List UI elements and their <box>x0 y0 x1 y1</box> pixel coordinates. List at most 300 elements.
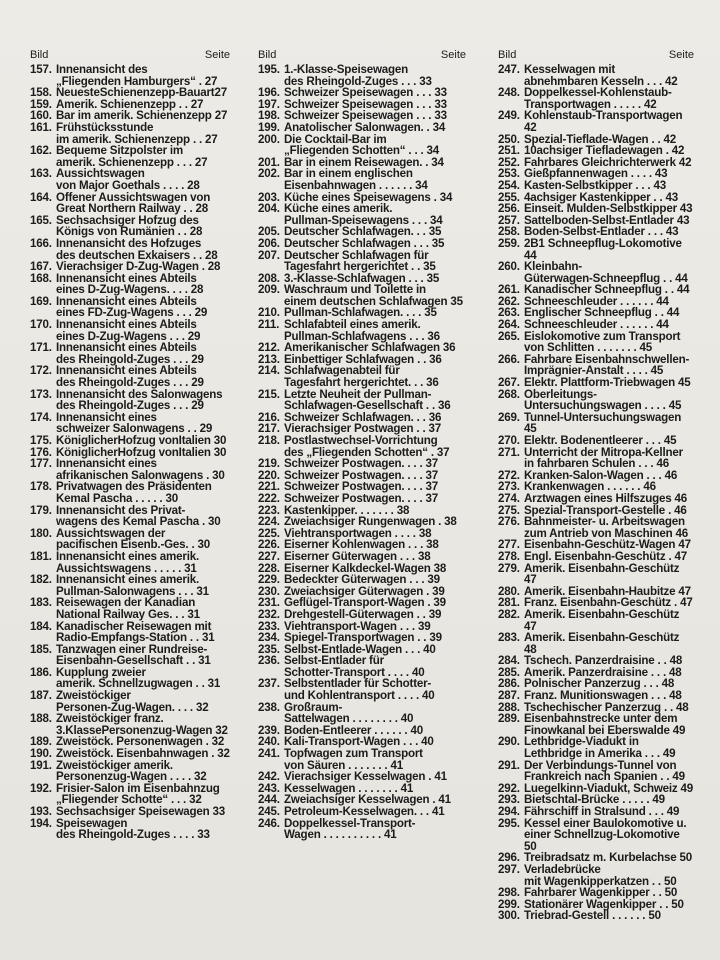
entry-number: 191. <box>30 758 52 772</box>
entry-number: 171. <box>30 341 52 355</box>
entry-number: 248. <box>498 86 520 100</box>
entry-number: 207. <box>258 248 280 262</box>
entry-number: 199. <box>258 120 280 134</box>
entry-text: Gießpfannenwagen . . . . 43 <box>524 167 668 181</box>
entry-number: 210. <box>258 306 280 320</box>
entry-text: Kesselwagen . . . . . . . 41 <box>284 781 414 795</box>
index-entry <box>498 551 694 563</box>
index-column-2 <box>258 48 466 841</box>
entry-number: 161. <box>30 120 52 134</box>
index-entry <box>498 389 694 412</box>
entry-text: Schweizer Schlafwagen. . . 36 <box>284 410 442 424</box>
entry-number: 276. <box>498 515 520 529</box>
entry-text: 10achsiger Tiefladewagen . 42 <box>524 144 685 158</box>
index-entry <box>498 261 694 284</box>
entry-text: Bar im amerik. Schienenzepp 27 <box>56 109 228 123</box>
entry-number: 291. <box>498 758 520 772</box>
index-entry <box>30 192 230 215</box>
index-entry <box>30 760 230 783</box>
index-entry <box>258 818 466 841</box>
index-entry <box>258 134 466 157</box>
index-entry <box>30 713 230 736</box>
entry-number: 179. <box>30 503 52 517</box>
index-entry <box>258 702 466 725</box>
entry-number: 266. <box>498 352 520 366</box>
entry-text: Zweistöckiger Personen-Zug-Wagen. . . . 32 <box>56 689 209 714</box>
entry-text: Amerik. Schienenzepp . . 27 <box>56 97 204 111</box>
index-entry <box>258 632 466 644</box>
index-entry <box>258 238 466 250</box>
entry-number: 226. <box>258 538 280 552</box>
index-entry <box>258 655 466 678</box>
entry-text: Aussichtswagen der pacifischen Eisenb.-Ges. . 30 <box>56 526 210 552</box>
entry-text: Fahrbarer Wagenkipper . . 50 <box>524 886 678 900</box>
index-column-1 <box>30 48 230 841</box>
entry-number: 230. <box>258 584 280 598</box>
index-entry <box>30 505 230 528</box>
entry-text: Amerik. Panzerdraisine . . . 48 <box>524 665 682 679</box>
index-entry <box>498 690 694 702</box>
entry-text: Zweistöckiger franz. 3.KlassePersonenzug-Wagen 32 <box>56 712 228 737</box>
entry-text: NeuesteSchienenzepp-Bauart27 <box>56 86 227 100</box>
entry-number: 214. <box>258 364 280 378</box>
entry-text: Elektr. Plattform-Triebwagen 45 <box>524 376 691 390</box>
entry-text: Sechsachsiger Hofzug des Königs von Rumänien . . 28 <box>56 213 203 239</box>
index-entry <box>498 818 694 853</box>
entry-text: Kasten-Selbstkipper . . . 43 <box>524 178 666 192</box>
entry-text: Kali-Transport-Wagen . . . 40 <box>284 735 434 749</box>
index-entry <box>258 319 466 342</box>
entry-text: Treibradsatz m. Kurbelachse 50 <box>524 851 692 865</box>
index-entry <box>258 806 466 818</box>
index-entry <box>30 574 230 597</box>
entry-number: 234. <box>258 631 280 645</box>
index-entry <box>30 319 230 342</box>
header-seite: Seite <box>440 49 466 61</box>
entry-number: 169. <box>30 294 52 308</box>
entry-text: Schweizer Postwagen. . . . 37 <box>284 468 438 482</box>
entry-number: 279. <box>498 561 520 575</box>
entry-number: 294. <box>498 805 520 818</box>
index-entry <box>258 203 466 226</box>
index-entry <box>498 203 694 215</box>
index-entry <box>258 678 466 701</box>
entry-number: 218. <box>258 434 280 447</box>
entry-text: Spezial-Transport-Gestelle . 46 <box>524 503 687 517</box>
entry-text: Amerik. Eisenbahn-Geschütz 47 <box>524 607 680 633</box>
entry-number: 222. <box>258 491 280 505</box>
index-entry <box>30 389 230 412</box>
index-entry <box>258 609 466 621</box>
entry-number: 208. <box>258 271 280 285</box>
entry-text: Innenansicht eines amerik. Pullman-Salonwagens . . . 31 <box>56 573 209 598</box>
entry-number: 229. <box>258 573 280 587</box>
index-entry <box>30 238 230 261</box>
index-entry <box>30 296 230 319</box>
entry-text: Fahrbares Gleichrichterwerk 42 <box>524 155 692 169</box>
entry-text: Selbst-Entlade-Wagen . . . 40 <box>284 642 436 656</box>
entry-number: 203. <box>258 190 280 204</box>
entry-number: 186. <box>30 665 52 679</box>
header-bild: Bild <box>30 49 49 61</box>
entry-number: 297. <box>498 862 520 876</box>
index-entry <box>30 621 230 644</box>
index-entry <box>30 528 230 551</box>
entry-number: 293. <box>498 793 520 807</box>
entry-number: 187. <box>30 689 52 703</box>
entry-text: Sechsachsiger Speisewagen 33 <box>56 805 226 818</box>
entry-text: Tschechischer Panzerzug . . 48 <box>524 700 689 714</box>
entry-number: 283. <box>498 631 520 645</box>
entry-text: Einbettiger Schlafwagen . . 36 <box>284 352 442 366</box>
entry-text: Anatolischer Salonwagen. . 34 <box>284 120 446 134</box>
entry-text: Innenansicht des Hofzuges des deutschen Exkaisers . . 28 <box>56 236 218 262</box>
entry-number: 181. <box>30 549 52 563</box>
entry-text: Die Cocktail-Bar im „Fliegenden Schotten“ . . . 34 <box>284 132 440 158</box>
entry-text: Luegelkinn-Viadukt, Schweiz 49 <box>524 781 694 795</box>
entry-text: Unterricht der Mitropa-Kellner in fahrbaren Schulen . . . 46 <box>524 445 683 471</box>
entry-text: Selbstentlader für Schotter- und Kohlentransport . . . . 40 <box>284 677 435 703</box>
entry-number: 280. <box>498 584 520 598</box>
entry-number: 269. <box>498 410 520 424</box>
index-entry <box>30 597 230 620</box>
entry-text: Innenansicht eines Abteils des Rheingold-Zuges . . . 29 <box>56 341 204 366</box>
entry-number: 164. <box>30 190 52 204</box>
index-entry <box>30 690 230 713</box>
entries-list <box>498 64 694 922</box>
entry-text: Der Verbindungs-Tunnel von Frankreich nach Spanien . . 49 <box>524 758 685 784</box>
entry-number: 206. <box>258 236 280 250</box>
column-header <box>30 48 230 62</box>
entry-text: Kupplung zweier amerik. Schnellzugwagen . . 31 <box>56 665 221 691</box>
entry-number: 263. <box>498 306 520 320</box>
entry-text: Schweizer Speisewagen . . . 33 <box>284 97 447 111</box>
entry-text: Eislokomotive zum Transport von Schlitten . . . . . . . 45 <box>524 329 681 355</box>
index-entry <box>258 516 466 528</box>
entry-number: 212. <box>258 341 280 355</box>
index-entry <box>498 493 694 505</box>
index-entry <box>30 64 230 87</box>
entry-text: Bedeckter Güterwagen . . . 39 <box>284 573 440 587</box>
entry-text: Schweizer Postwagen. . . . 37 <box>284 491 438 505</box>
entry-number: 182. <box>30 573 52 587</box>
entry-text: 1.-Klasse-Speisewagen des Rheingold-Zuges . . . 33 <box>284 63 432 88</box>
column-header <box>498 48 694 62</box>
entry-number: 270. <box>498 434 520 447</box>
entry-text: Geflügel-Transport-Wagen . 39 <box>284 596 446 610</box>
entry-number: 259. <box>498 236 520 250</box>
entry-text: Franz. Munitionswagen . . . 48 <box>524 689 682 703</box>
entry-text: Frühstücksstunde im amerik. Schienenzepp . . 27 <box>56 120 218 146</box>
entry-number: 184. <box>30 619 52 633</box>
entry-number: 238. <box>258 700 280 714</box>
index-entry <box>498 319 694 331</box>
index-entry <box>498 806 694 818</box>
entry-number: 284. <box>498 654 520 668</box>
index-entry <box>30 806 230 818</box>
entry-number: 246. <box>258 816 280 830</box>
index-entry <box>30 783 230 806</box>
entry-number: 163. <box>30 167 52 181</box>
index-entry <box>258 389 466 412</box>
entry-text: Reisewagen der Kanadian National Railway Ges. . . 31 <box>56 596 200 621</box>
entry-number: 287. <box>498 689 520 703</box>
entry-text: Krankenwagen . . . . . . 46 <box>524 480 656 494</box>
entry-number: 173. <box>30 387 52 401</box>
entry-number: 193. <box>30 805 52 818</box>
entry-text: Bequeme Sitzpolster im amerik. Schienenzepp . . . 27 <box>56 144 208 169</box>
header-bild: Bild <box>258 49 277 61</box>
entry-number: 176. <box>30 445 52 459</box>
index-entry <box>498 354 694 377</box>
entry-number: 240. <box>258 735 280 749</box>
entry-number: 172. <box>30 364 52 378</box>
entry-number: 236. <box>258 654 280 668</box>
index-entry <box>30 261 230 273</box>
entry-number: 232. <box>258 607 280 621</box>
entry-number: 185. <box>30 642 52 656</box>
index-entry <box>30 145 230 168</box>
index-entry <box>30 435 230 447</box>
entry-text: Innenansicht des Privat- wagens des Kemal Pascha . 30 <box>56 503 221 529</box>
entry-number: 298. <box>498 886 520 900</box>
entry-text: Zweiachsiger Rungenwagen . 38 <box>284 515 457 529</box>
index-entry <box>30 168 230 191</box>
entry-number: 239. <box>258 723 280 737</box>
entry-number: 272. <box>498 468 520 482</box>
entry-text: Vierachsiger Kesselwagen . 41 <box>284 770 447 784</box>
entry-text: Innenansicht des Salonwagens des Rheingold-Zuges . . . 29 <box>56 387 223 413</box>
entry-number: 292. <box>498 781 520 795</box>
entry-number: 165. <box>30 213 52 227</box>
index-entry <box>258 168 466 191</box>
entry-text: Amerik. Eisenbahn-Haubitze 47 <box>524 584 691 598</box>
entry-number: 278. <box>498 549 520 563</box>
entry-text: Bahnmeister- u. Arbeitswagen zum Antrieb von Maschinen 46 <box>524 515 689 540</box>
entry-text: Lethbridge-Viadukt in Lethbridge in Amerika . . . 49 <box>524 735 676 761</box>
index-entry <box>498 563 694 586</box>
entry-number: 290. <box>498 735 520 749</box>
entry-number: 242. <box>258 770 280 784</box>
entry-number: 233. <box>258 619 280 633</box>
entry-text: Kanadischer Reisewagen mit Radio-Empfangs-Station . . 31 <box>56 619 215 645</box>
entry-number: 271. <box>498 445 520 459</box>
entry-text: Innenansicht eines amerik. Aussichtswagens . . . . . 31 <box>56 549 199 575</box>
entry-text: Innenansicht eines Abteils eines FD-Zug-Wagens . . . 29 <box>56 294 208 320</box>
entry-text: Schneeschleuder . . . . . . 44 <box>524 294 669 308</box>
entries-list <box>258 64 466 841</box>
entry-number: 219. <box>258 457 280 471</box>
entry-text: Petroleum-Kesselwagen. . . 41 <box>284 805 445 818</box>
entry-text: Topfwagen zum Transport von Säuren . . . . . . . 41 <box>284 747 423 772</box>
entry-text: Deutscher Schlafwagen für Tagesfahrt hergerichtet . . 35 <box>284 248 436 274</box>
entry-number: 251. <box>498 144 520 158</box>
entry-number: 258. <box>498 225 520 239</box>
index-entry <box>498 435 694 447</box>
index-entry <box>258 551 466 563</box>
entry-number: 245. <box>258 805 280 818</box>
entry-number: 211. <box>258 318 280 332</box>
entry-number: 295. <box>498 816 520 830</box>
entry-number: 300. <box>498 909 520 923</box>
header-seite: Seite <box>204 49 230 61</box>
entry-text: Kranken-Salon-Wagen . . . 46 <box>524 468 678 482</box>
index-entry <box>498 736 694 759</box>
entry-number: 244. <box>258 793 280 807</box>
entry-number: 221. <box>258 480 280 494</box>
entry-text: Bar in einem englischen Eisenbahnwagen . . . . . . 34 <box>284 167 428 192</box>
index-entry <box>258 64 466 87</box>
index-entry <box>30 481 230 504</box>
entry-text: Doppelkessel-Transport- Wagen . . . . . . . . . . 41 <box>284 816 416 842</box>
index-entry <box>498 447 694 470</box>
entry-text: Englischer Schneepflug . . 44 <box>524 306 680 320</box>
index-entry <box>498 331 694 354</box>
entry-number: 194. <box>30 816 52 830</box>
entry-text: Zweiachsiger Kesselwagen . 41 <box>284 793 451 807</box>
index-entry <box>498 64 694 87</box>
entry-number: 183. <box>30 596 52 610</box>
index-entry <box>498 180 694 192</box>
entry-text: Kastenkipper. . . . . . . 38 <box>284 503 410 517</box>
index-entry <box>258 365 466 388</box>
entry-number: 204. <box>258 202 280 216</box>
index-entry <box>498 910 694 922</box>
entry-text: Polnischer Panzerzug . . . 48 <box>524 677 675 691</box>
index-entry <box>498 713 694 736</box>
entry-text: Eiserner Güterwagen . . . 38 <box>284 549 431 563</box>
index-entry <box>498 887 694 899</box>
index-entry <box>30 365 230 388</box>
entry-number: 249. <box>498 109 520 123</box>
index-entry <box>258 122 466 134</box>
index-entry <box>498 412 694 435</box>
entry-text: Tanzwagen einer Rundreise- Eisenbahn-Gesellschaft . . 31 <box>56 642 211 668</box>
entry-text: Amerikanischer Schlafwagen 36 <box>284 341 456 355</box>
entry-text: Verladebrücke mit Wagenkipperkatzen . . 50 <box>524 862 677 888</box>
entry-text: 3.-Klasse-Schlafwagen . . . 35 <box>284 271 440 285</box>
entry-text: KöniglicherHofzug vonItalien 30 <box>56 434 227 447</box>
entry-number: 235. <box>258 642 280 656</box>
index-entry <box>258 284 466 307</box>
entry-number: 190. <box>30 747 52 761</box>
entry-number: 174. <box>30 410 52 424</box>
entry-text: Waschraum und Toilette in einem deutschen Schlafwagen 35 <box>284 283 463 308</box>
entry-text: Boden-Selbst-Entlader . . . 43 <box>524 225 679 239</box>
entry-text: Kanadischer Schneepflug . . 44 <box>524 283 690 297</box>
entry-text: Selbst-Entlader für Schotter-Transport . . . . 40 <box>284 654 425 679</box>
entry-text: Innenansicht eines Abteils eines D-Zug-Wagens. . . . 28 <box>56 271 204 297</box>
entry-number: 253. <box>498 167 520 181</box>
entry-number: 260. <box>498 260 520 274</box>
entry-number: 241. <box>258 747 280 761</box>
entry-text: Schlafabteil eines amerik. Pullman-Schlafwagens . . . 36 <box>284 318 440 343</box>
index-entry <box>498 632 694 655</box>
entry-number: 274. <box>498 491 520 505</box>
entry-text: Deutscher Schlafwagen. . . 35 <box>284 225 442 239</box>
entry-text: Boden-Entleerer . . . . . . 40 <box>284 723 423 737</box>
entry-number: 205. <box>258 225 280 239</box>
entry-number: 286. <box>498 677 520 691</box>
entry-number: 257. <box>498 213 520 227</box>
entry-number: 158. <box>30 86 52 100</box>
entry-text: Großraum- Sattelwagen . . . . . . . . 40 <box>284 700 414 726</box>
index-entry <box>30 644 230 667</box>
entry-text: Drehgestell-Güterwagen . . 39 <box>284 607 442 621</box>
entry-text: Letzte Neuheit der Pullman- Schlafwagen-Gesellschaft . . 36 <box>284 387 451 413</box>
entry-text: Vierachsiger D-Zug-Wagen . 28 <box>56 260 221 274</box>
entry-text: Spiegel-Transportwagen . . 39 <box>284 631 442 645</box>
index-entry <box>258 574 466 586</box>
entry-text: Elektr. Bodenentleerer . . . 45 <box>524 434 677 447</box>
entry-number: 237. <box>258 677 280 691</box>
entry-number: 243. <box>258 781 280 795</box>
entry-text: Viehtransportwagen . . . . 38 <box>284 526 432 540</box>
entry-text: Küche eines amerik. Pullman-Speisewagens . . . 34 <box>284 202 443 227</box>
entry-text: Offener Aussichtswagen von Great Northern Railway . . 28 <box>56 190 211 216</box>
entry-number: 289. <box>498 712 520 726</box>
entry-text: Triebrad-Gestell . . . . . . 50 <box>524 909 661 923</box>
entry-number: 254. <box>498 178 520 192</box>
entry-text: Engl. Eisenbahn-Geschütz . 47 <box>524 549 687 563</box>
index-entry <box>30 412 230 435</box>
entry-text: Kessel einer Baulokomotive u. einer Schnellzug-Lokomotive 50 <box>524 816 687 853</box>
entry-number: 282. <box>498 607 520 621</box>
entry-number: 267. <box>498 376 520 390</box>
entry-text: Küche eines Speisewagens . 34 <box>284 190 453 204</box>
entry-text: Eiserner Kalkdeckel-Wagen 38 <box>284 561 447 575</box>
entry-number: 296. <box>498 851 520 865</box>
entry-number: 264. <box>498 318 520 332</box>
index-entry <box>30 342 230 365</box>
entry-text: Privatwagen des Präsidenten Kemal Pascha . . . . . 30 <box>56 480 212 505</box>
entry-text: Schneeschleuder . . . . . . 44 <box>524 318 669 332</box>
entry-number: 285. <box>498 665 520 679</box>
index-entry <box>498 516 694 539</box>
entry-text: Amerik. Eisenbahn-Geschütz 47 <box>524 561 680 587</box>
entry-number: 217. <box>258 422 280 436</box>
entry-number: 166. <box>30 236 52 250</box>
index-entry <box>30 458 230 481</box>
entry-number: 268. <box>498 387 520 401</box>
index-entry <box>498 760 694 783</box>
index-entry <box>30 551 230 574</box>
entry-number: 159. <box>30 97 52 111</box>
header-seite: Seite <box>668 49 694 61</box>
header-bild: Bild <box>498 49 517 61</box>
entry-text: Aussichtswagen von Major Goethals . . . . 28 <box>56 167 200 192</box>
entry-text: Tschech. Panzerdraisine . . 48 <box>524 654 683 668</box>
entry-text: Eisenbahnstrecke unter dem Finowkanal bei Eberswalde 49 <box>524 712 686 737</box>
entry-text: Innenansicht des „Fliegenden Hamburgers“ . 27 <box>56 63 218 88</box>
index-entry <box>258 748 466 771</box>
index-entry <box>30 748 230 760</box>
index-entry <box>30 667 230 690</box>
entry-text: Schweizer Speisewagen . . . 33 <box>284 109 447 123</box>
entry-number: 196. <box>258 86 280 100</box>
entry-number: 189. <box>30 735 52 749</box>
entry-number: 261. <box>498 283 520 297</box>
entry-number: 224. <box>258 515 280 529</box>
index-entry <box>30 273 230 296</box>
entry-text: Frisier-Salon im Eisenbahnzug „Fliegender Schotte“ . . . 32 <box>56 781 220 807</box>
entry-text: Schweizer Speisewagen . . . 33 <box>284 86 447 100</box>
entry-number: 197. <box>258 97 280 111</box>
entry-text: Schlafwagenabteil für Tagesfahrt hergerichtet. . . 36 <box>284 364 439 390</box>
entry-number: 195. <box>258 63 280 76</box>
entry-number: 281. <box>498 596 520 610</box>
entry-number: 177. <box>30 457 52 471</box>
